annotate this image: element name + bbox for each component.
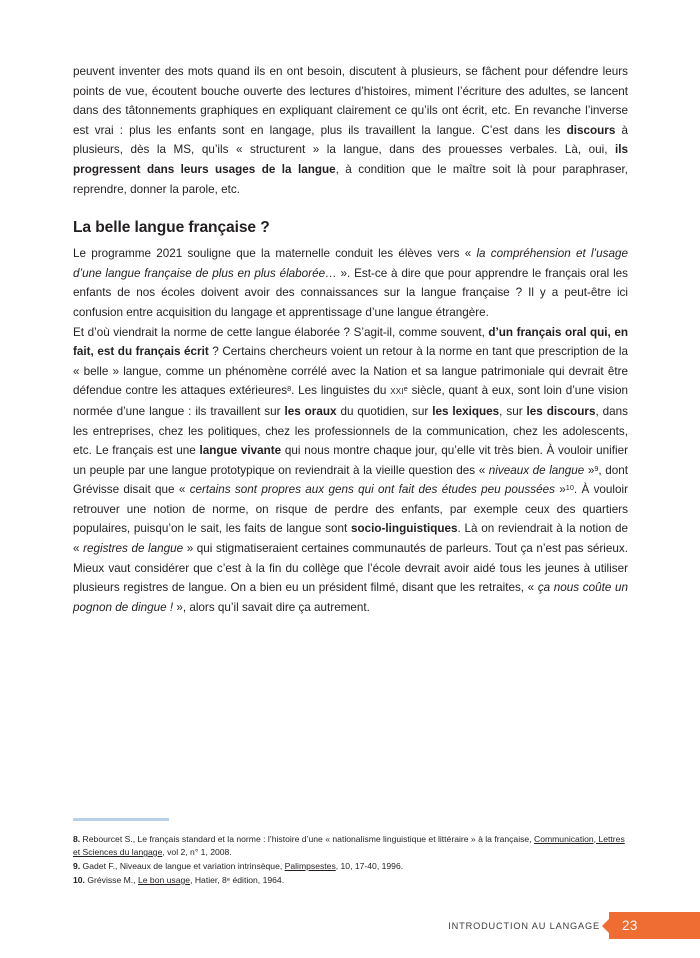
paragraph-1-run-5: , à condition que le maître soit là pour paraphraser, reprendre, donner la parole, etc. xyxy=(73,162,628,196)
paragraph-3-run-20: , dont Grévisse disait que « xyxy=(73,463,628,497)
footnote-8 xyxy=(73,833,629,860)
footnote-9-text-1: Gadet F., Niveaux de langue et variation intrinsèque, xyxy=(80,861,285,871)
paragraph-2-run-1: Le programme 2021 souligne que la maternelle conduit les élèves vers « xyxy=(73,247,477,261)
footnote-10-number: 10. xyxy=(73,875,85,885)
footnote-10-text-2-pre: , Hatier, 8 xyxy=(190,875,227,885)
paragraph-3-run-22: » xyxy=(554,483,566,497)
footnote-8-number: 8. xyxy=(73,833,81,844)
paragraph-3-run-26: . Là on reviendrait à la notion de « xyxy=(73,522,628,556)
paragraph-3-run-8: siècle, quant à eux, sont loin d’une vision normée d’une langue : ils travaillent sur xyxy=(73,384,628,418)
footnote-ref-10: 10 xyxy=(565,483,574,493)
paragraph-3-bold-oraux: les oraux xyxy=(284,404,337,418)
paragraph-3-run-30: », alors qu’il savait dire ça autrement. xyxy=(173,600,370,614)
paragraph-3-run-16: qui nous montre chaque jour, qu’elle vit très bien. À vouloir unifier un peuple par une langue prototypique on reviendrait à la vieille question des « xyxy=(73,444,628,477)
paragraph-3-run-14: , dans les entreprises, chez les politiques, chez les professionnels de la communication, chez les adolescents, etc. Le français est une xyxy=(73,404,628,458)
paragraph-3-run-18: » xyxy=(584,463,595,477)
paragraph-norme xyxy=(73,323,628,618)
paragraph-3-run-28: » qui stigmatiseraient certaines communautés de parleurs. Tout ça n’est pas sérieux. Mieux vaut considérer que c’est à la fin du collège que l’école devrait avoir aidé tous les jeunes à utiliser plusieurs registres de langue. On a bien eu un président filmé, disant que les retraites, « xyxy=(73,542,628,595)
footnote-ref-9: 9 xyxy=(594,463,599,473)
footnote-8-text-2: , vol 2, n° 1, 2008. xyxy=(162,847,232,857)
paragraph-3-run-5: . Les linguistes du xyxy=(291,384,391,398)
paragraph-3-bold-lexiques: les lexiques xyxy=(432,404,500,418)
paragraph-2-quote-italic: la compréhension et l’usage d’une langue française de plus en plus élaborée… xyxy=(73,247,628,280)
century-ordinal-suffix: e xyxy=(403,384,408,394)
page-content xyxy=(73,62,628,617)
paragraph-3-bold-langue-vivante: langue vivante xyxy=(199,444,282,458)
paragraph-3-italic-registres: registres de langue xyxy=(83,542,184,556)
footnote-8-title: Communication, Lettres et Sciences du langage xyxy=(73,833,625,857)
paragraph-1-run-3: à plusieurs, dès la MS, qu’ils « structurent » la langue, dans des prouesses verbales. Là, oui, xyxy=(73,123,628,157)
page-number-tab xyxy=(609,912,700,939)
footnote-9-text-2: , 10, 17-40, 1996. xyxy=(335,861,404,871)
paragraph-3-run-10: du quotidien, sur xyxy=(336,404,433,418)
paragraph-3-bold-francais-oral: d’un français oral qui, en fait, est du français écrit xyxy=(73,325,628,359)
paragraph-3-run-24: . À vouloir retrouver une notion de norme, on risque de perdre des enfants, par exemple ceux des quartiers populaires, puisqu’on le sait, les faits de langue sont xyxy=(73,483,628,536)
footnote-10 xyxy=(73,874,629,888)
section-heading: La belle langue française ? xyxy=(73,219,270,237)
paragraph-programme xyxy=(73,244,628,322)
paragraph-3-run-3: ? Certains chercheurs voient un retour à la norme en tant que prescription de la « belle » langue, comme un phénomène corrélé avec la Nation et sa langue patrimoniale qui devrait être défendue contre les attaques extérieures xyxy=(73,345,628,398)
running-head: INTRODUCTION AU LANGAGE xyxy=(448,921,600,931)
footnote-10-text-2-post: édition, 1964. xyxy=(230,875,285,885)
footnote-10-text-1: Grévisse M., xyxy=(84,875,138,885)
paragraph-3-run-1: Et d’où viendrait la norme de cette langue élaborée ? S’agit-il, comme souvent, xyxy=(73,325,489,339)
footnote-8-text-1: Rebourcet S., Le français standard et la norme : l’histoire d’une « nationalisme linguistique et littéraire » à la française, xyxy=(80,833,534,844)
paragraph-3-italic-niveaux: niveaux de langue xyxy=(488,463,585,477)
paragraph-3-bold-discours: les discours xyxy=(526,404,596,418)
footnote-separator-rule xyxy=(73,818,169,821)
century-smallcaps: xxi xyxy=(390,385,404,398)
paragraph-2-run-3: ». Est-ce à dire que pour apprendre le français oral les enfants de nos écoles doivent avoir des connaissances sur la langue française ? Il y a peut-être ici confusion entre acquisition du langage et apprentissage d’une langue étrangère. xyxy=(73,266,629,319)
paragraph-1-bold-progressent: ils progressent dans leurs usages de la langue xyxy=(73,143,628,176)
footnote-10-title: Le bon usage xyxy=(137,875,191,885)
footnote-9-number: 9. xyxy=(73,861,81,871)
paragraph-3-run-12: , sur xyxy=(499,404,527,418)
footnote-ref-8: 8 xyxy=(287,384,292,394)
paragraph-1-bold-discours: discours xyxy=(566,123,616,137)
footnote-9 xyxy=(73,860,629,874)
page-number: 23 xyxy=(622,918,638,933)
paragraph-3-italic-pognon: ça nous coûte un pognon de dingue ! xyxy=(73,581,629,614)
footnote-9-title: Palimpsestes xyxy=(284,861,336,871)
paragraph-continuation xyxy=(73,62,628,199)
footnote-10-edition-ordinal: e xyxy=(226,876,231,883)
page-footer xyxy=(0,912,700,946)
footnotes-section xyxy=(73,818,629,888)
paragraph-1-run-1: peuvent inventer des mots quand ils en ont besoin, discutent à plusieurs, se fâchent pour défendre leurs points de vue, écoutent bouche ouverte des lectures d’histoires, miment l’écriture des adultes, se lancent dans des tâtonnements graphiques en expliquant clairement ce qu’ils ont écrit, etc. En revanche l’inverse est vrai : plus les enfants sont en langage, plus ils travaillent la langue. C’est dans les xyxy=(73,65,628,137)
paragraph-3-bold-sociolinguistiques: socio-linguistiques xyxy=(351,522,458,536)
paragraph-3-italic-grevisse-quote: certains sont propres aux gens qui ont fait des études peu poussées xyxy=(189,483,555,497)
